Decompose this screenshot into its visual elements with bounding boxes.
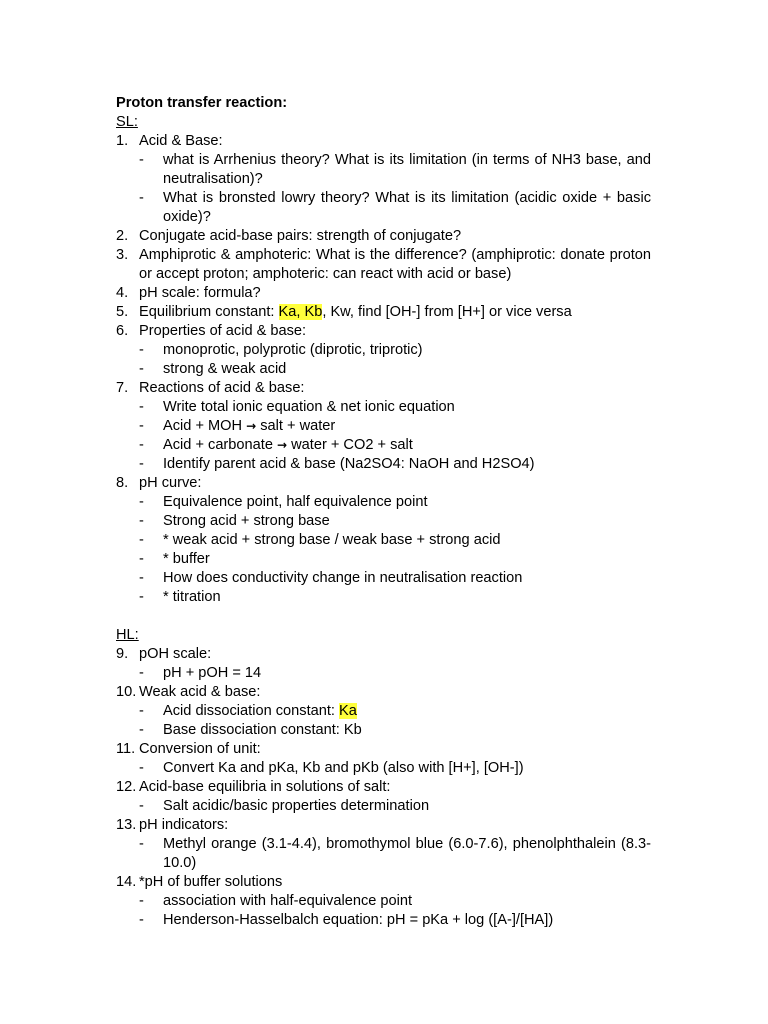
list-item-6: 6. Properties of acid & base: <box>116 323 307 339</box>
sub-item: - Base dissociation constant: Kb <box>139 722 362 738</box>
right-arrow-icon: → <box>277 438 288 452</box>
sub-item: - pH + pOH = 14 <box>139 665 262 681</box>
sub-item: - monoprotic, polyprotic (diprotic, triprotic) <box>139 342 423 358</box>
sub-item: - strong & weak acid <box>139 361 287 377</box>
sub-item: - Convert Ka and pKa, Kb and pKb (also with [H+], [OH-]) <box>139 760 524 776</box>
sub-item: - Salt acidic/basic properties determination <box>139 798 430 814</box>
sub-item: - Acid + carbonate → water + CO2 + salt <box>139 437 413 453</box>
sub-item: - Methyl orange (3.1-4.4), bromothymol blue (6.0-7.6), phenolphthalein (8.3-10.0) <box>139 836 651 871</box>
list-item-7: 7. Reactions of acid & base: <box>116 380 305 396</box>
sub-item: - How does conductivity change in neutralisation reaction <box>139 570 523 586</box>
sub-item: - Write total ionic equation & net ionic equation <box>139 399 455 415</box>
sub-item: - Acid dissociation constant: Ka <box>139 703 357 719</box>
right-arrow-icon: → <box>246 419 257 433</box>
sub-item: - What is bronsted lowry theory? What is its limitation (acidic oxide + basic oxide)? <box>139 190 651 225</box>
sub-item: - Equivalence point, half equivalence point <box>139 494 428 510</box>
highlighted-text: Ka <box>339 703 357 719</box>
list-item-12: 12. Acid-base equilibria in solutions of salt: <box>116 779 391 795</box>
list-item-13: 13. pH indicators: <box>116 817 229 833</box>
list-item-8: 8. pH curve: <box>116 475 202 491</box>
document-body <box>116 94 651 930</box>
list-item-9: 9. pOH scale: <box>116 646 212 662</box>
list-item-4: 4. pH scale: formula? <box>116 285 261 301</box>
list-item-11: 11. Conversion of unit: <box>116 741 261 757</box>
blank-line <box>116 607 651 626</box>
hl-heading: HL: <box>116 627 139 643</box>
list-item-5: 5. Equilibrium constant: Ka, Kb, Kw, find [OH-] from [H+] or vice versa <box>116 304 572 320</box>
list-item-10: 10. Weak acid & base: <box>116 684 261 700</box>
sl-heading: SL: <box>116 114 138 130</box>
sub-item: - * buffer <box>139 551 210 567</box>
sub-item: - * titration <box>139 589 221 605</box>
sub-item: - association with half-equivalence point <box>139 893 413 909</box>
sub-item: - * weak acid + strong base / weak base + strong acid <box>139 532 501 548</box>
sub-item: - Identify parent acid & base (Na2SO4: NaOH and H2SO4) <box>139 456 535 472</box>
sub-item: - what is Arrhenius theory? What is its limitation (in terms of NH3 base, and neutralisation)? <box>139 152 651 187</box>
document-title: Proton transfer reaction: <box>116 95 288 111</box>
list-item-14: 14. *pH of buffer solutions <box>116 874 283 890</box>
sub-item: - Henderson-Hasselbalch equation: pH = pKa + log ([A-]/[HA]) <box>139 912 554 928</box>
list-item-2: 2. Conjugate acid-base pairs: strength of conjugate? <box>116 228 462 244</box>
list-item-1: 1. Acid & Base: <box>116 133 223 149</box>
highlighted-text: Ka, Kb <box>278 304 323 320</box>
sub-item: - Acid + MOH → salt + water <box>139 418 336 434</box>
list-item-3: 3. Amphiprotic & amphoteric: What is the difference? (amphiprotic: donate proton or accept proton; amphoteric: can react with acid or base) <box>116 247 651 282</box>
sub-item: - Strong acid + strong base <box>139 513 330 529</box>
